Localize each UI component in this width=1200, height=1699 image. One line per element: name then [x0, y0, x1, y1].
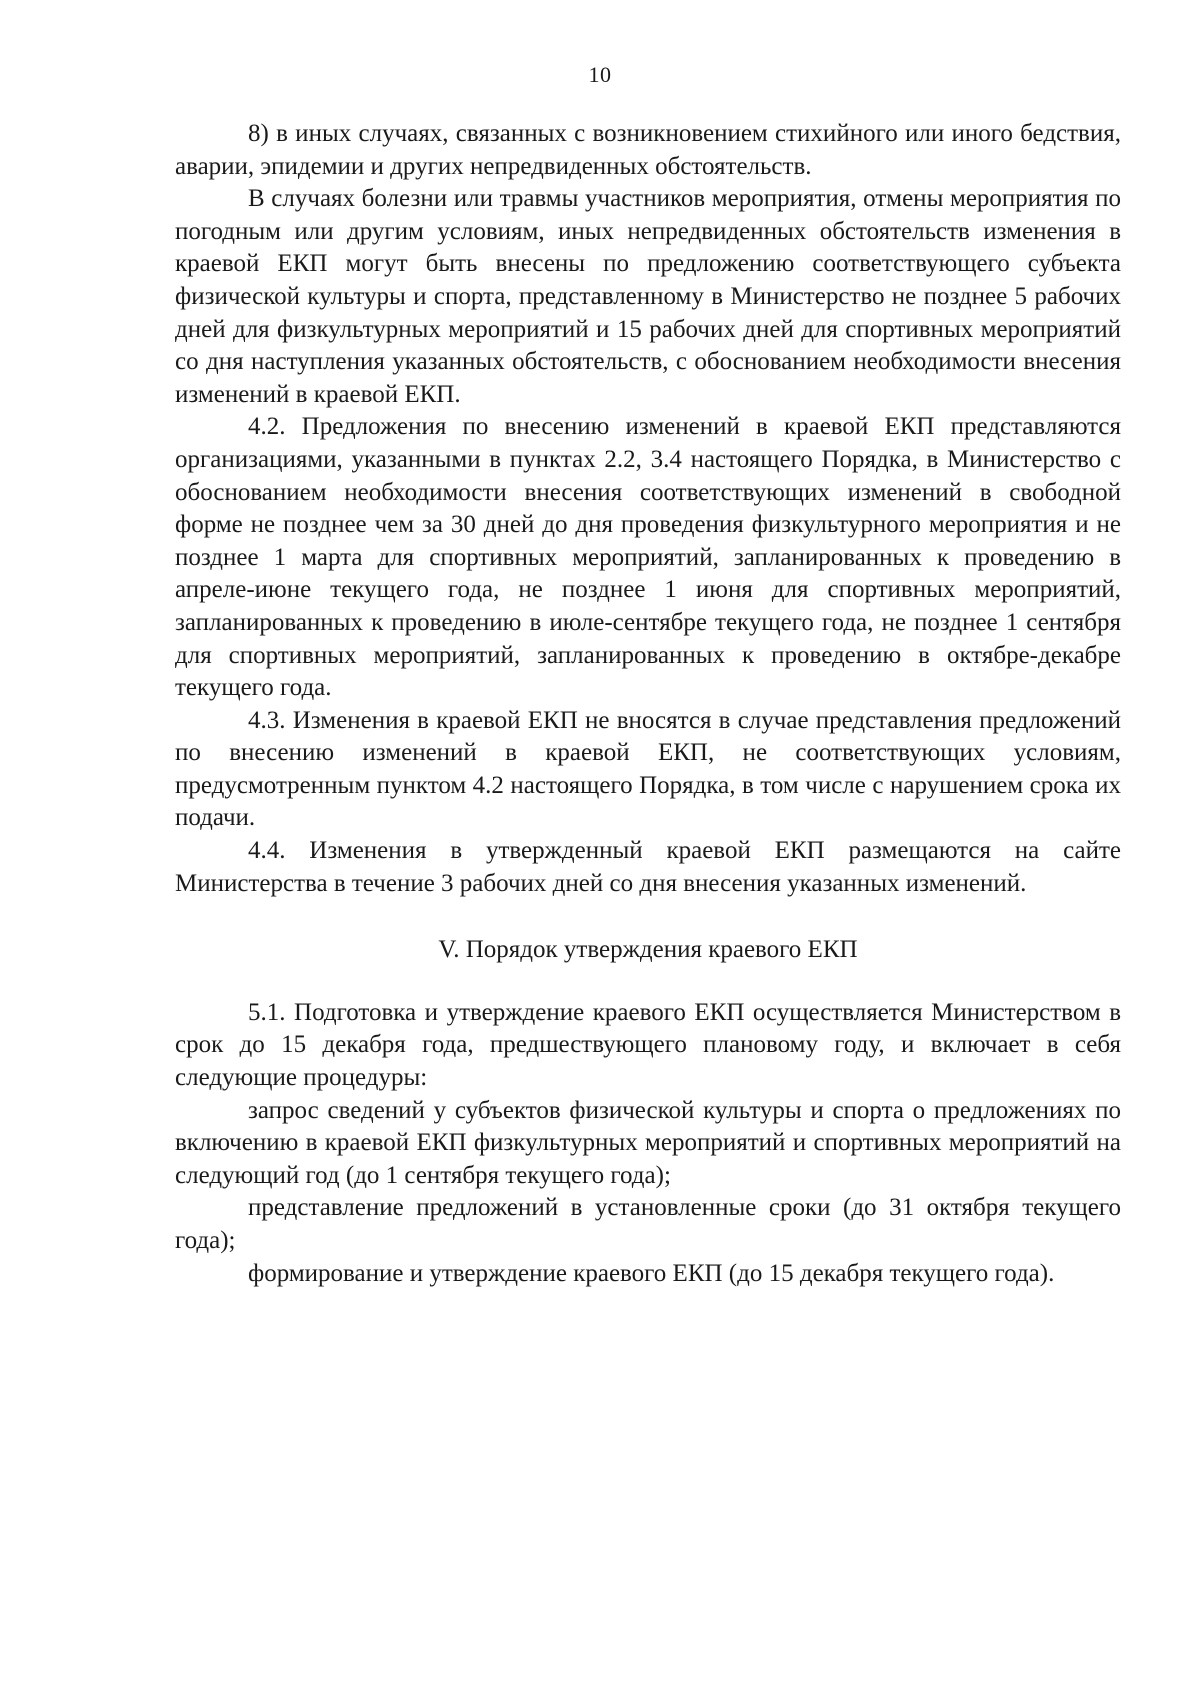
- section-title: V. Порядок утверждения краевого ЕКП: [438, 936, 858, 964]
- paragraph-4-4: 4.4. Изменения в утвержденный краевой ЕКП размещаются на сайте Министерства в течение 3 рабочих дней со дня внесения указанных изменений.: [175, 837, 1121, 897]
- document-body: [175, 118, 1121, 1290]
- paragraph-4-3: 4.3. Изменения в краевой ЕКП не вносятся в случае представления предложений по внесению изменений в краевой ЕКП, не соответствующих условиям, предусмотренным пунктом 4.2 настоящего Порядка, в том числе с нарушением срока их подачи.: [175, 706, 1121, 832]
- paragraph-item-8: 8) в иных случаях, связанных с возникновением стихийного или иного бедствия, аварии, эпидемии и других непредвиденных обстоятельств.: [175, 120, 1121, 180]
- procedure-item-request: запрос сведений у субъектов физической культуры и спорта о предложениях по включению в краевой ЕКП физкультурных мероприятий и спортивных мероприятий на следующий год (до 1 сентября текущего года);: [175, 1096, 1121, 1189]
- paragraph-4-2: 4.2. Предложения по внесению изменений в краевой ЕКП представляются организациями, указанными в пунктах 2.2, 3.4 настоящего Порядка, в Министерство с обоснованием необходимости внесения соответствующих изменений в свободной форме не позднее чем за 30 дней до дня проведения физкультурного мероприятия и не позднее 1 марта для спортивных мероприятий, запланированных к проведению в апреле-июне текущего года, не позднее 1 июня для спортивных мероприятий, запланированных к проведению в июле-сентябре текущего года, не позднее 1 сентября для спортивных мероприятий, запланированных к проведению в октябре-декабре текущего года.: [175, 413, 1121, 702]
- procedure-item-approval: формирование и утверждение краевого ЕКП (до 15 декабря текущего года).: [248, 1259, 1055, 1287]
- paragraph-5-1: 5.1. Подготовка и утверждение краевого ЕКП осуществляется Министерством в срок до 15 декабря года, предшествующего плановому году, и включает в себя следующие процедуры:: [175, 998, 1121, 1092]
- paragraph-force-majeure: В случаях болезни или травмы участников мероприятия, отмены мероприятия по погодным или другим условиям, иных непредвиденных обстоятельств изменения в краевой ЕКП могут быть внесены по предложению соответствующего субъекта физической культуры и спорта, представленному в Министерство не позднее 5 рабочих дней для физкультурных мероприятий и 15 рабочих дней для спортивных мероприятий со дня наступления указанных обстоятельств, с обоснованием необходимости внесения изменений в краевой ЕКП.: [175, 185, 1121, 408]
- page-number: 10: [588, 62, 612, 87]
- procedure-item-submission: представление предложений в установленные сроки (до 31 октября текущего года);: [175, 1194, 1121, 1254]
